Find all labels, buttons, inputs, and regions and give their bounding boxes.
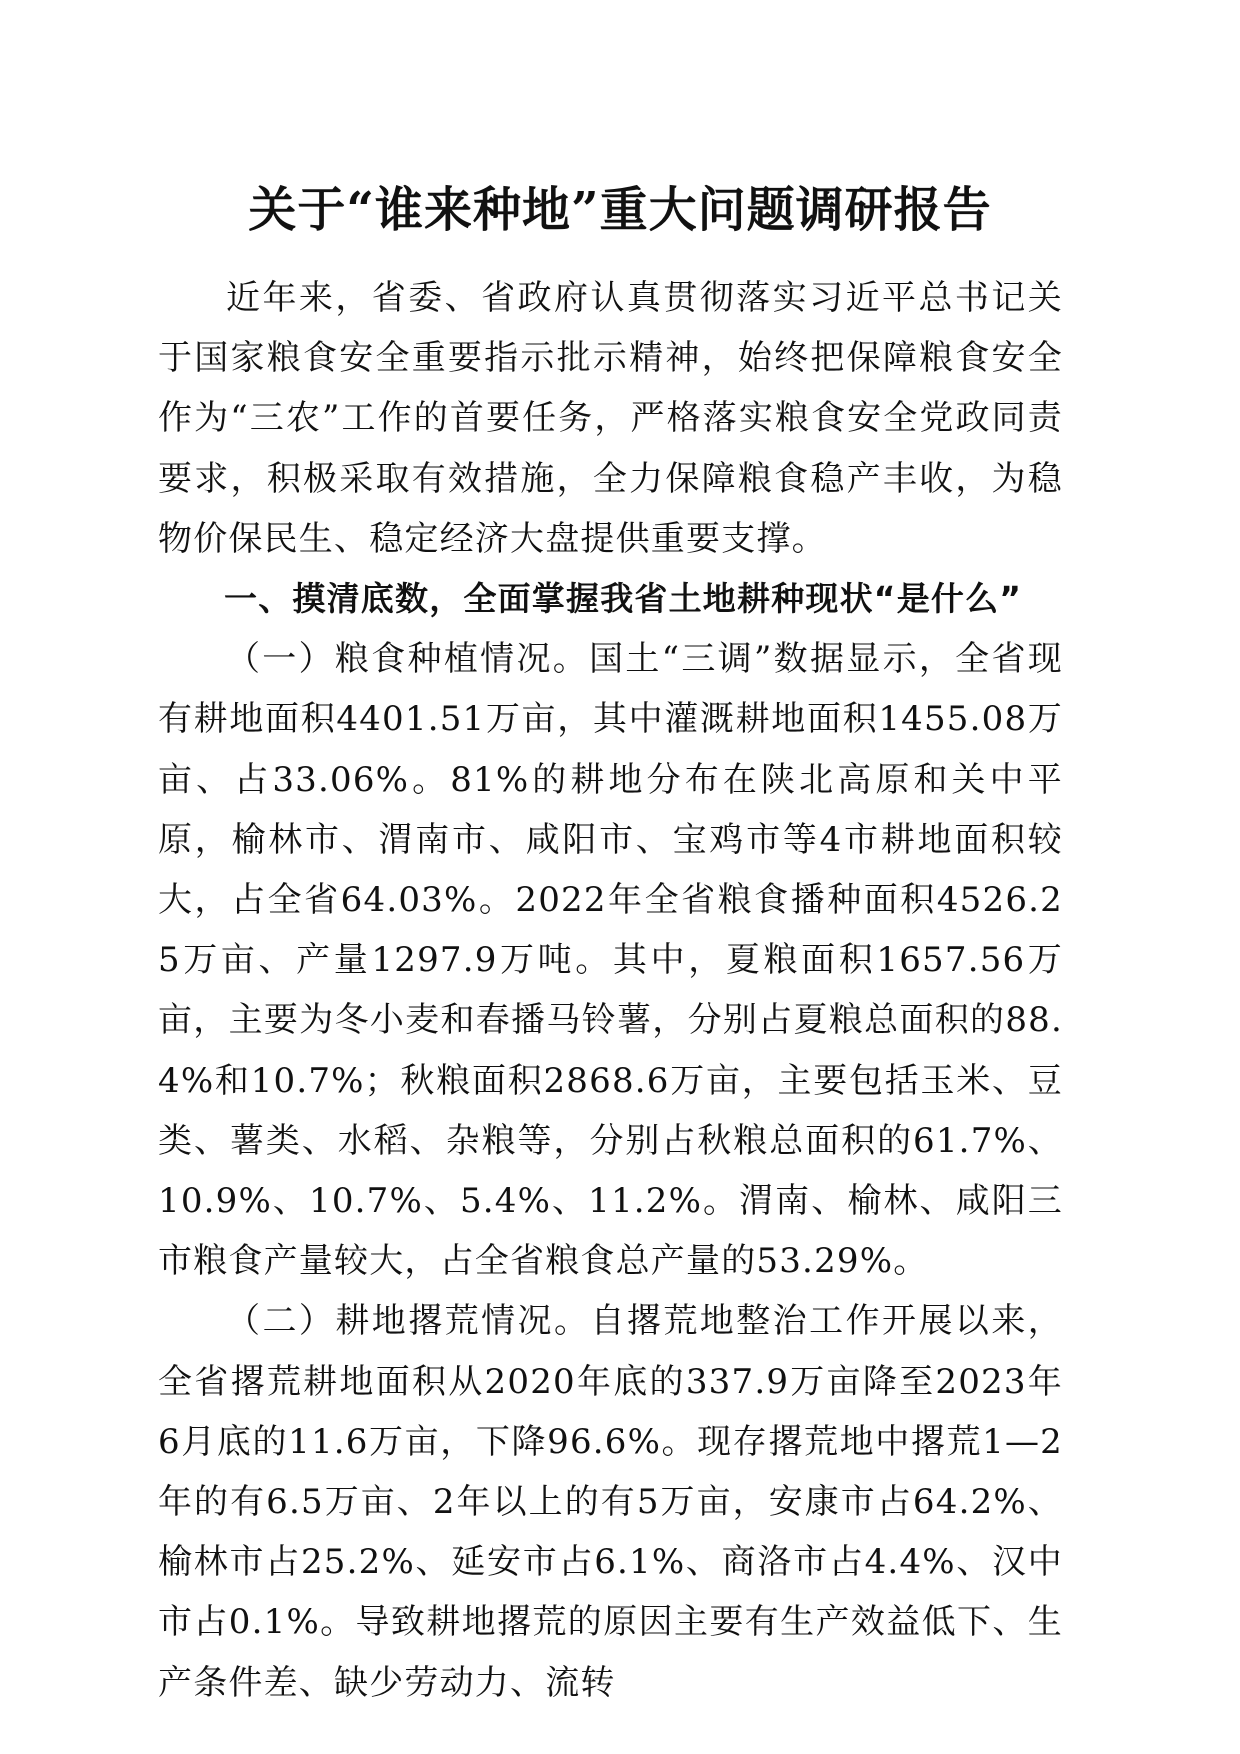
- subsection-paragraph-1: [158, 629, 1063, 1291]
- document-title: 关于“谁来种地”重大问题调研报告: [248, 182, 992, 238]
- subsection-text-1: 国土“三调”数据显示，全省现有耕地面积4401.51万亩，其中灌溉耕地面积1455.08万亩、占33.06%。81%的耕地分布在陕北高原和关中平原，榆林市、渭南市、咸阳市、宝鸡市等4市耕地面积较大，占全省64.03%。2022年全省粮食播种面积4526.25万亩、产量1297.9万吨。其中，夏粮面积1657.56万亩，主要为冬小麦和春播马铃薯，分别占夏粮总面积的88.4%和10.7%；秋粮面积2868.6万亩，主要包括玉米、豆类、薯类、水稻、杂粮等，分别占秋粮总面积的61.7%、10.9%、10.7%、5.4%、11.2%。渭南、榆林、咸阳三市粮食产量较大，占全省粮食总产量的53.29%。: [158, 639, 1063, 1282]
- section-heading-1: 一、摸清底数，全面掌握我省土地耕种现状“是什么”: [224, 579, 1023, 619]
- subsection-paragraph-2: [158, 1291, 1063, 1712]
- document-body: [158, 268, 1063, 1713]
- subsection-label-2: （二）耕地撂荒情况。: [226, 1301, 591, 1342]
- subsection-label-1: （一）粮食种植情况。: [226, 639, 590, 680]
- subsection-text-2: 自撂荒地整治工作开展以来，全省撂荒耕地面积从2020年底的337.9万亩降至2023年6月底的11.6万亩，下降96.6%。现存撂荒地中撂荒1—2年的有6.5万亩、2年以上的有5万亩，安康市占64.2%、榆林市占25.2%、延安市占6.1%、商洛市占4.4%、汉中市占0.1%。导致耕地撂荒的原因主要有生产效益低下、生产条件差、缺少劳动力、流转: [158, 1301, 1063, 1703]
- intro-paragraph: 近年来，省委、省政府认真贯彻落实习近平总书记关于国家粮食安全重要指示批示精神，始终把保障粮食安全作为“三农”工作的首要任务，严格落实粮食安全党政同责要求，积极采取有效措施，全力保障粮食稳产丰收，为稳物价保民生、稳定经济大盘提供重要支撑。: [158, 278, 1063, 559]
